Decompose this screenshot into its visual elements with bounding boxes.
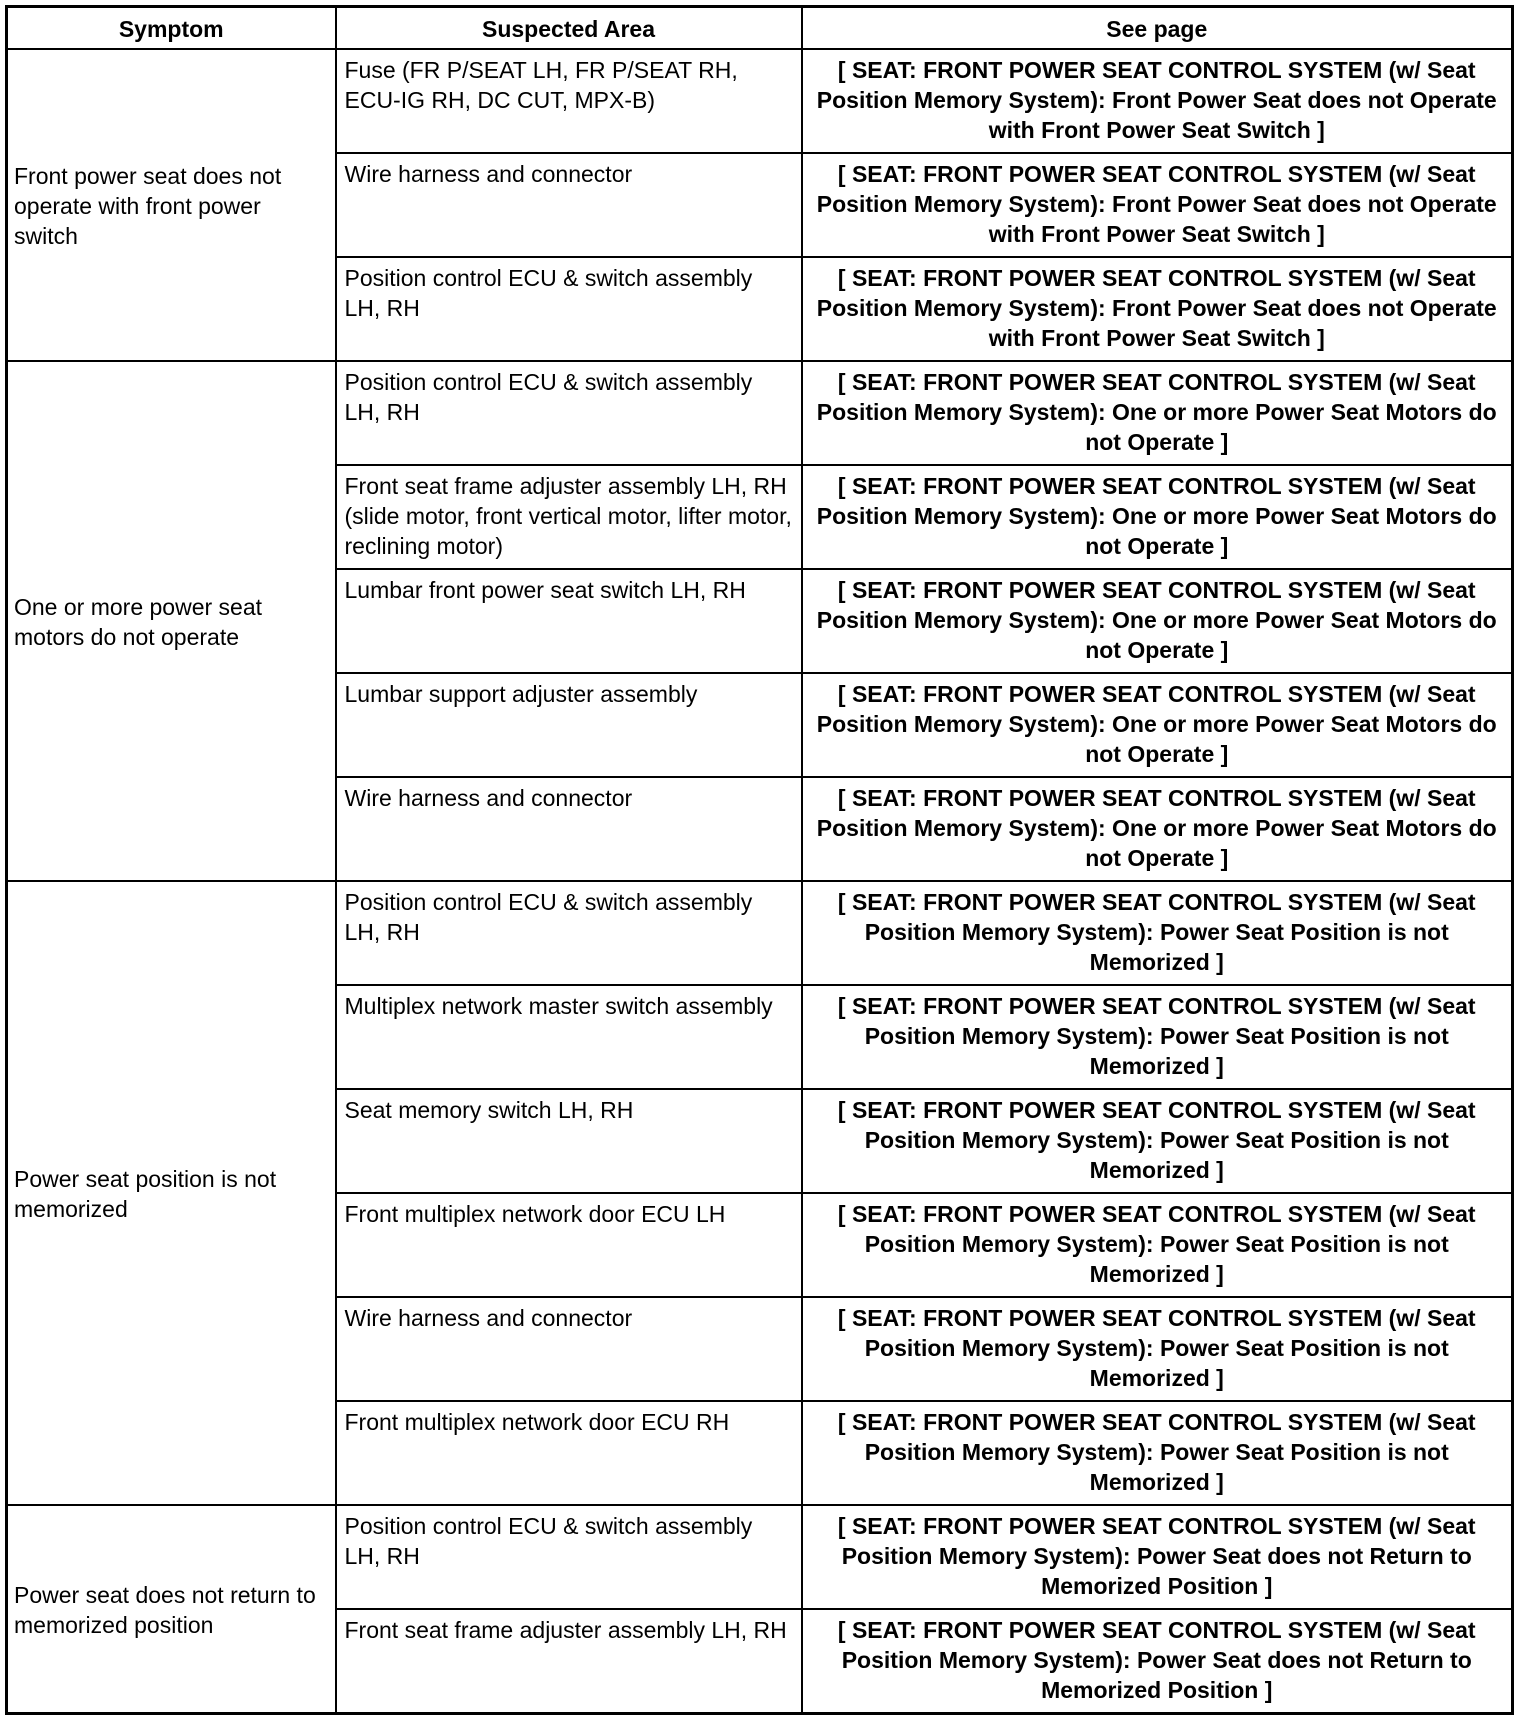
suspected-area-cell: Position control ECU & switch assembly LH, RH [336,361,802,465]
header-symptom: Symptom [7,7,336,50]
see-page-link[interactable]: [ SEAT: FRONT POWER SEAT CONTROL SYSTEM (w/ Seat Position Memory System): One or more Power Seat Motors do not Operate ] [802,673,1513,777]
see-page-link[interactable]: [ SEAT: FRONT POWER SEAT CONTROL SYSTEM (w/ Seat Position Memory System): Front Power Seat does not Operate with Front Power Seat Switch ] [802,153,1513,257]
see-page-link[interactable]: [ SEAT: FRONT POWER SEAT CONTROL SYSTEM (w/ Seat Position Memory System): One or more Power Seat Motors do not Operate ] [802,465,1513,569]
troubleshooting-table [5,5,1514,1715]
symptom-cell: Power seat position is not memorized [7,881,336,1505]
see-page-link[interactable]: [ SEAT: FRONT POWER SEAT CONTROL SYSTEM (w/ Seat Position Memory System): One or more Power Seat Motors do not Operate ] [802,361,1513,465]
header-see-page: See page [802,7,1513,50]
suspected-area-cell: Wire harness and connector [336,1297,802,1401]
suspected-area-cell: Lumbar front power seat switch LH, RH [336,569,802,673]
see-page-link[interactable]: [ SEAT: FRONT POWER SEAT CONTROL SYSTEM (w/ Seat Position Memory System): Power Seat does not Return to Memorized Position ] [802,1505,1513,1609]
suspected-area-cell: Seat memory switch LH, RH [336,1089,802,1193]
suspected-area-cell: Front seat frame adjuster assembly LH, RH (slide motor, front vertical motor, lifter motor, reclining motor) [336,465,802,569]
document-page [5,5,1514,1715]
symptom-cell: Front power seat does not operate with front power switch [7,49,336,361]
symptom-cell: Power seat does not return to memorized position [7,1505,336,1714]
see-page-link[interactable]: [ SEAT: FRONT POWER SEAT CONTROL SYSTEM (w/ Seat Position Memory System): Power Seat Position is not Memorized ] [802,1193,1513,1297]
see-page-link[interactable]: [ SEAT: FRONT POWER SEAT CONTROL SYSTEM (w/ Seat Position Memory System): Power Seat Position is not Memorized ] [802,1401,1513,1505]
see-page-link[interactable]: [ SEAT: FRONT POWER SEAT CONTROL SYSTEM (w/ Seat Position Memory System): One or more Power Seat Motors do not Operate ] [802,777,1513,881]
suspected-area-cell: Position control ECU & switch assembly LH, RH [336,881,802,985]
suspected-area-cell: Front seat frame adjuster assembly LH, RH [336,1609,802,1714]
header-row [7,7,1513,50]
suspected-area-cell: Multiplex network master switch assembly [336,985,802,1089]
suspected-area-cell: Position control ECU & switch assembly LH, RH [336,257,802,361]
suspected-area-cell: Fuse (FR P/SEAT LH, FR P/SEAT RH, ECU-IG RH, DC CUT, MPX-B) [336,49,802,153]
see-page-link[interactable]: [ SEAT: FRONT POWER SEAT CONTROL SYSTEM (w/ Seat Position Memory System): Power Seat does not Return to Memorized Position ] [802,1609,1513,1714]
table-row [7,1505,1513,1609]
table-row [7,361,1513,465]
suspected-area-cell: Lumbar support adjuster assembly [336,673,802,777]
see-page-link[interactable]: [ SEAT: FRONT POWER SEAT CONTROL SYSTEM (w/ Seat Position Memory System): One or more Power Seat Motors do not Operate ] [802,569,1513,673]
see-page-link[interactable]: [ SEAT: FRONT POWER SEAT CONTROL SYSTEM (w/ Seat Position Memory System): Power Seat Position is not Memorized ] [802,985,1513,1089]
see-page-link[interactable]: [ SEAT: FRONT POWER SEAT CONTROL SYSTEM (w/ Seat Position Memory System): Front Power Seat does not Operate with Front Power Seat Switch ] [802,257,1513,361]
header-suspected-area: Suspected Area [336,7,802,50]
suspected-area-cell: Position control ECU & switch assembly LH, RH [336,1505,802,1609]
see-page-link[interactable]: [ SEAT: FRONT POWER SEAT CONTROL SYSTEM (w/ Seat Position Memory System): Power Seat Position is not Memorized ] [802,881,1513,985]
suspected-area-cell: Front multiplex network door ECU RH [336,1401,802,1505]
symptom-cell: One or more power seat motors do not operate [7,361,336,881]
table-row [7,49,1513,153]
suspected-area-cell: Wire harness and connector [336,777,802,881]
suspected-area-cell: Front multiplex network door ECU LH [336,1193,802,1297]
suspected-area-cell: Wire harness and connector [336,153,802,257]
see-page-link[interactable]: [ SEAT: FRONT POWER SEAT CONTROL SYSTEM (w/ Seat Position Memory System): Power Seat Position is not Memorized ] [802,1297,1513,1401]
see-page-link[interactable]: [ SEAT: FRONT POWER SEAT CONTROL SYSTEM (w/ Seat Position Memory System): Power Seat Position is not Memorized ] [802,1089,1513,1193]
table-row [7,881,1513,985]
see-page-link[interactable]: [ SEAT: FRONT POWER SEAT CONTROL SYSTEM (w/ Seat Position Memory System): Front Power Seat does not Operate with Front Power Seat Switch ] [802,49,1513,153]
